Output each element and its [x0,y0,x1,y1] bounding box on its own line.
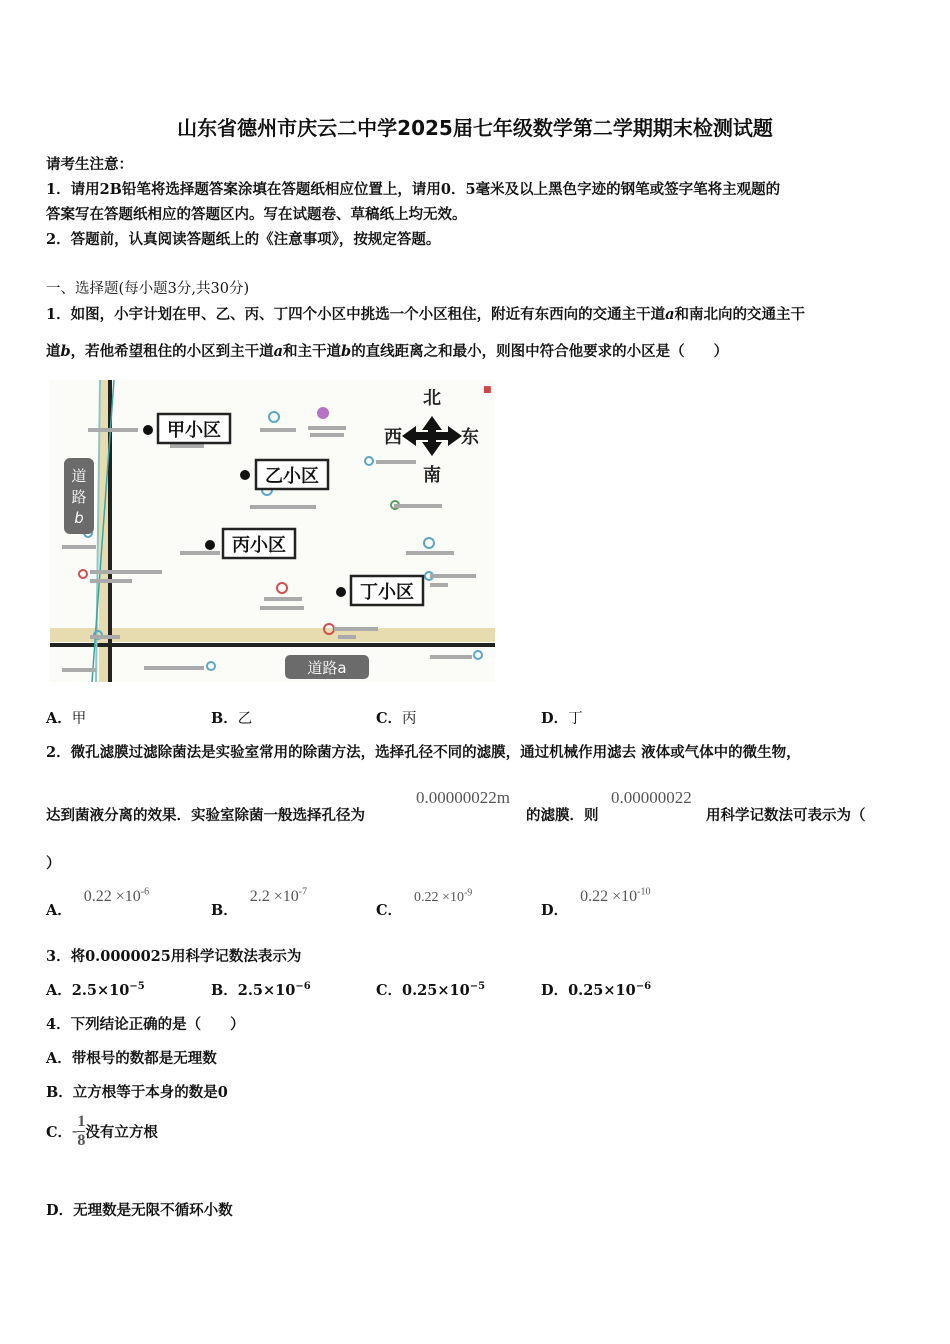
q4-stem: 4．下列结论正确的是（ ） [46,1016,245,1033]
q2-value: 0.00000022 [611,788,692,807]
district-label-jia: 甲小区 [167,420,221,441]
compass-west-label: 西 [384,427,402,448]
q3-option-c[interactable]: C．$0.25\times 10^{-5}$ [376,981,486,999]
q2-line3: ） [46,855,61,872]
q2-option-a[interactable]: A．$0.22 \times 10^{-6}$ [46,886,150,919]
q3-option-a[interactable]: A．$2.5\times 10^{-5}$ [46,981,145,999]
district-dot-bing [205,540,215,550]
district-label-ding: 丁小区 [360,582,414,603]
poi-icon [317,407,329,419]
q1-option-a[interactable]: A．甲 [46,710,87,727]
q3-option-b[interactable]: B．$2.5\times 10^{-6}$ [211,981,311,999]
compass-east-label: 东 [461,427,479,448]
q2-line2c: 用科学记数法可表示为（ [706,807,866,824]
district-dot-jia [143,425,153,435]
page-title: 山东省德州市庆云二中学2025届七年级数学第二学期期末检测试题 [177,116,773,140]
q1-line1: 1．如图，小宇计划在甲、乙、丙、丁四个小区中挑选一个小区租住，附近有东西向的交通主干道a和南北向的交通主干 [46,306,805,323]
q2-option-d[interactable]: D．$0.22 \times 10^{-10}$ [541,886,651,919]
q4-option-a[interactable]: A．带根号的数都是无理数 [46,1050,217,1067]
compass-north-label: 北 [423,388,441,409]
svg-text:b: b [74,509,84,527]
notice-line2: 2．答题前，认真阅读答题纸上的《注意事项》，按规定答题。 [46,231,441,248]
q1-option-d[interactable]: D．丁 [541,710,583,727]
fraction-one-eighth: $\frac{1}{8}$ [77,1113,86,1149]
district-map-figure [50,380,495,682]
road-b-label [64,458,94,534]
svg-text:■: ■ [483,385,492,395]
notice-heading: 请考生注意： [46,156,133,173]
district-label-yi: 乙小区 [265,466,319,487]
q1-line2: 道b，若他希望租住的小区到主干道a和主干道b的直线距离之和最小，则图中符合他要求的小区是（ ） [46,343,729,360]
q2-value-with-unit: 0.00000022m [416,788,510,807]
q3-stem: 3．将0.0000025用科学记数法表示为 [46,948,302,965]
svg-text:路: 路 [71,488,87,506]
district-dot-yi [240,470,250,480]
section-heading: 一、选择题(每小题3分,共30分) [46,281,250,297]
q2-option-b[interactable]: B．$2.2 \times 10^{-7}$ [211,886,308,919]
q1-option-c[interactable]: C．丙 [376,710,417,727]
district-dot-ding [336,587,346,597]
notice-line1a: 1．请用2B铅笔将选择题答案涂填在答题纸相应位置上，请用0．5毫米及以上黑色字迹的钢笔或签字笔将主观题的 [46,181,781,198]
district-label-bing: 丙小区 [232,535,286,556]
q4-option-b[interactable]: B．立方根等于本身的数是0 [46,1084,228,1101]
svg-text:道路a: 道路a [307,659,347,677]
road-a-label [285,655,369,679]
q1-option-b[interactable]: B．乙 [211,710,253,727]
compass-south-label: 南 [423,465,441,486]
q4-option-d[interactable]: D．无理数是无限不循环小数 [46,1202,233,1219]
q2-line2b: 的滤膜．则 [526,807,599,824]
q3-option-d[interactable]: D．$0.25\times 10^{-6}$ [541,981,652,999]
q2-line1: 2．微孔滤膜过滤除菌法是实验室常用的除菌方法，选择孔径不同的滤膜，通过机械作用滤去 液体或气体中的微生物， [46,744,801,761]
q4-option-c[interactable]: C．- $\frac{1}{8}$ 没有立方根 [46,1113,158,1149]
svg-text:道: 道 [71,467,87,485]
q2-line2a: 达到菌液分离的效果．实验室除菌一般选择孔径为 [46,807,365,824]
notice-line1b: 答案写在答题纸相应的答题区内。写在试题卷、草稿纸上均无效。 [46,206,467,223]
q2-option-c[interactable]: C．$0.22 \times 10^{-9}$ [376,887,473,919]
